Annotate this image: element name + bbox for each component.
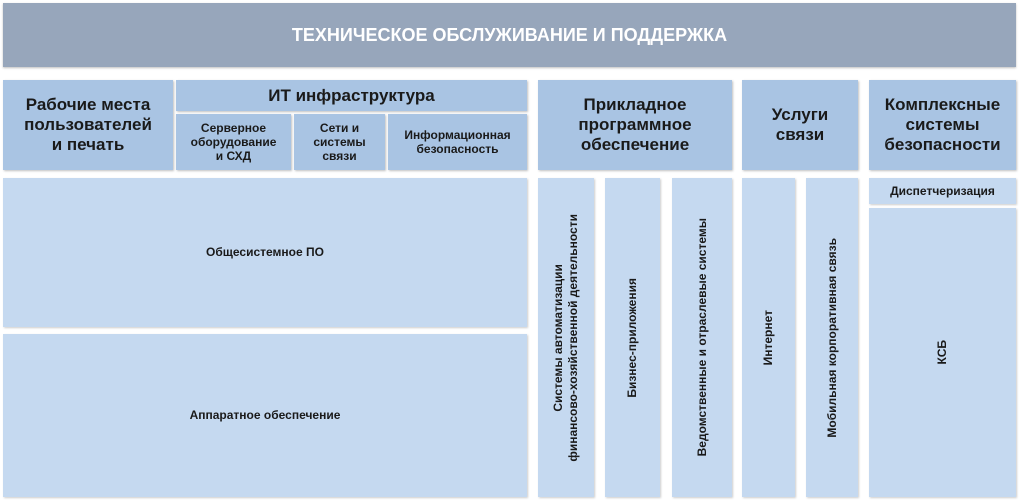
communication-item-mobile-label: Мобильная корпоративная связь	[824, 237, 839, 438]
banner-title: ТЕХНИЧЕСКОЕ ОБСЛУЖИВАНИЕ И ПОДДЕРЖКА	[291, 24, 728, 45]
it-sub-networks-label: Сети и системы связи	[313, 121, 366, 163]
it-sub-infosec	[388, 114, 527, 170]
security-item-ksb-label: КСБ	[935, 340, 949, 365]
it-sub-networks	[294, 114, 385, 170]
communication-item-internet	[742, 178, 795, 497]
security-item-dispatching	[869, 178, 1016, 204]
applied-software-label: Прикладное программное обеспечение	[578, 95, 692, 154]
it-infrastructure-header	[176, 80, 527, 111]
communication-item-mobile	[806, 178, 858, 497]
communication-item-internet-label: Интернет	[761, 309, 775, 366]
it-infrastructure-label: ИТ инфраструктура	[268, 85, 435, 105]
security-item-dispatching-label: Диспетчеризация	[890, 183, 995, 198]
it-sub-infosec-label: Информационная безопасность	[404, 128, 511, 156]
applied-item-departmental	[672, 178, 732, 497]
applied-item-finance-label: Системы автоматизации финансово-хозяйственной деятельности	[551, 213, 580, 462]
applied-software-header	[538, 80, 732, 170]
it-sub-servers-label: Серверное оборудование и СХД	[190, 121, 277, 163]
applied-item-business-label: Бизнес-приложения	[625, 277, 639, 398]
workplaces-label: Рабочие места пользователей и печать	[24, 95, 152, 154]
security-item-ksb	[869, 208, 1016, 497]
applied-item-business	[605, 178, 660, 497]
it-sub-servers	[176, 114, 291, 170]
system-software-row	[3, 178, 527, 327]
security-systems-header	[869, 80, 1016, 170]
applied-item-finance	[538, 178, 594, 497]
communication-label: Услуги связи	[771, 105, 829, 144]
maintenance-support-banner	[3, 3, 1016, 67]
system-software-label: Общесистемное ПО	[206, 245, 324, 259]
applied-item-departmental-label: Ведомственные и отраслевые системы	[694, 218, 709, 457]
workplaces-header	[3, 80, 173, 170]
hardware-row	[3, 334, 527, 497]
hardware-label: Аппаратное обеспечение	[189, 408, 341, 422]
communication-header	[742, 80, 858, 170]
security-systems-label: Комплексные системы безопасности	[884, 95, 1001, 154]
